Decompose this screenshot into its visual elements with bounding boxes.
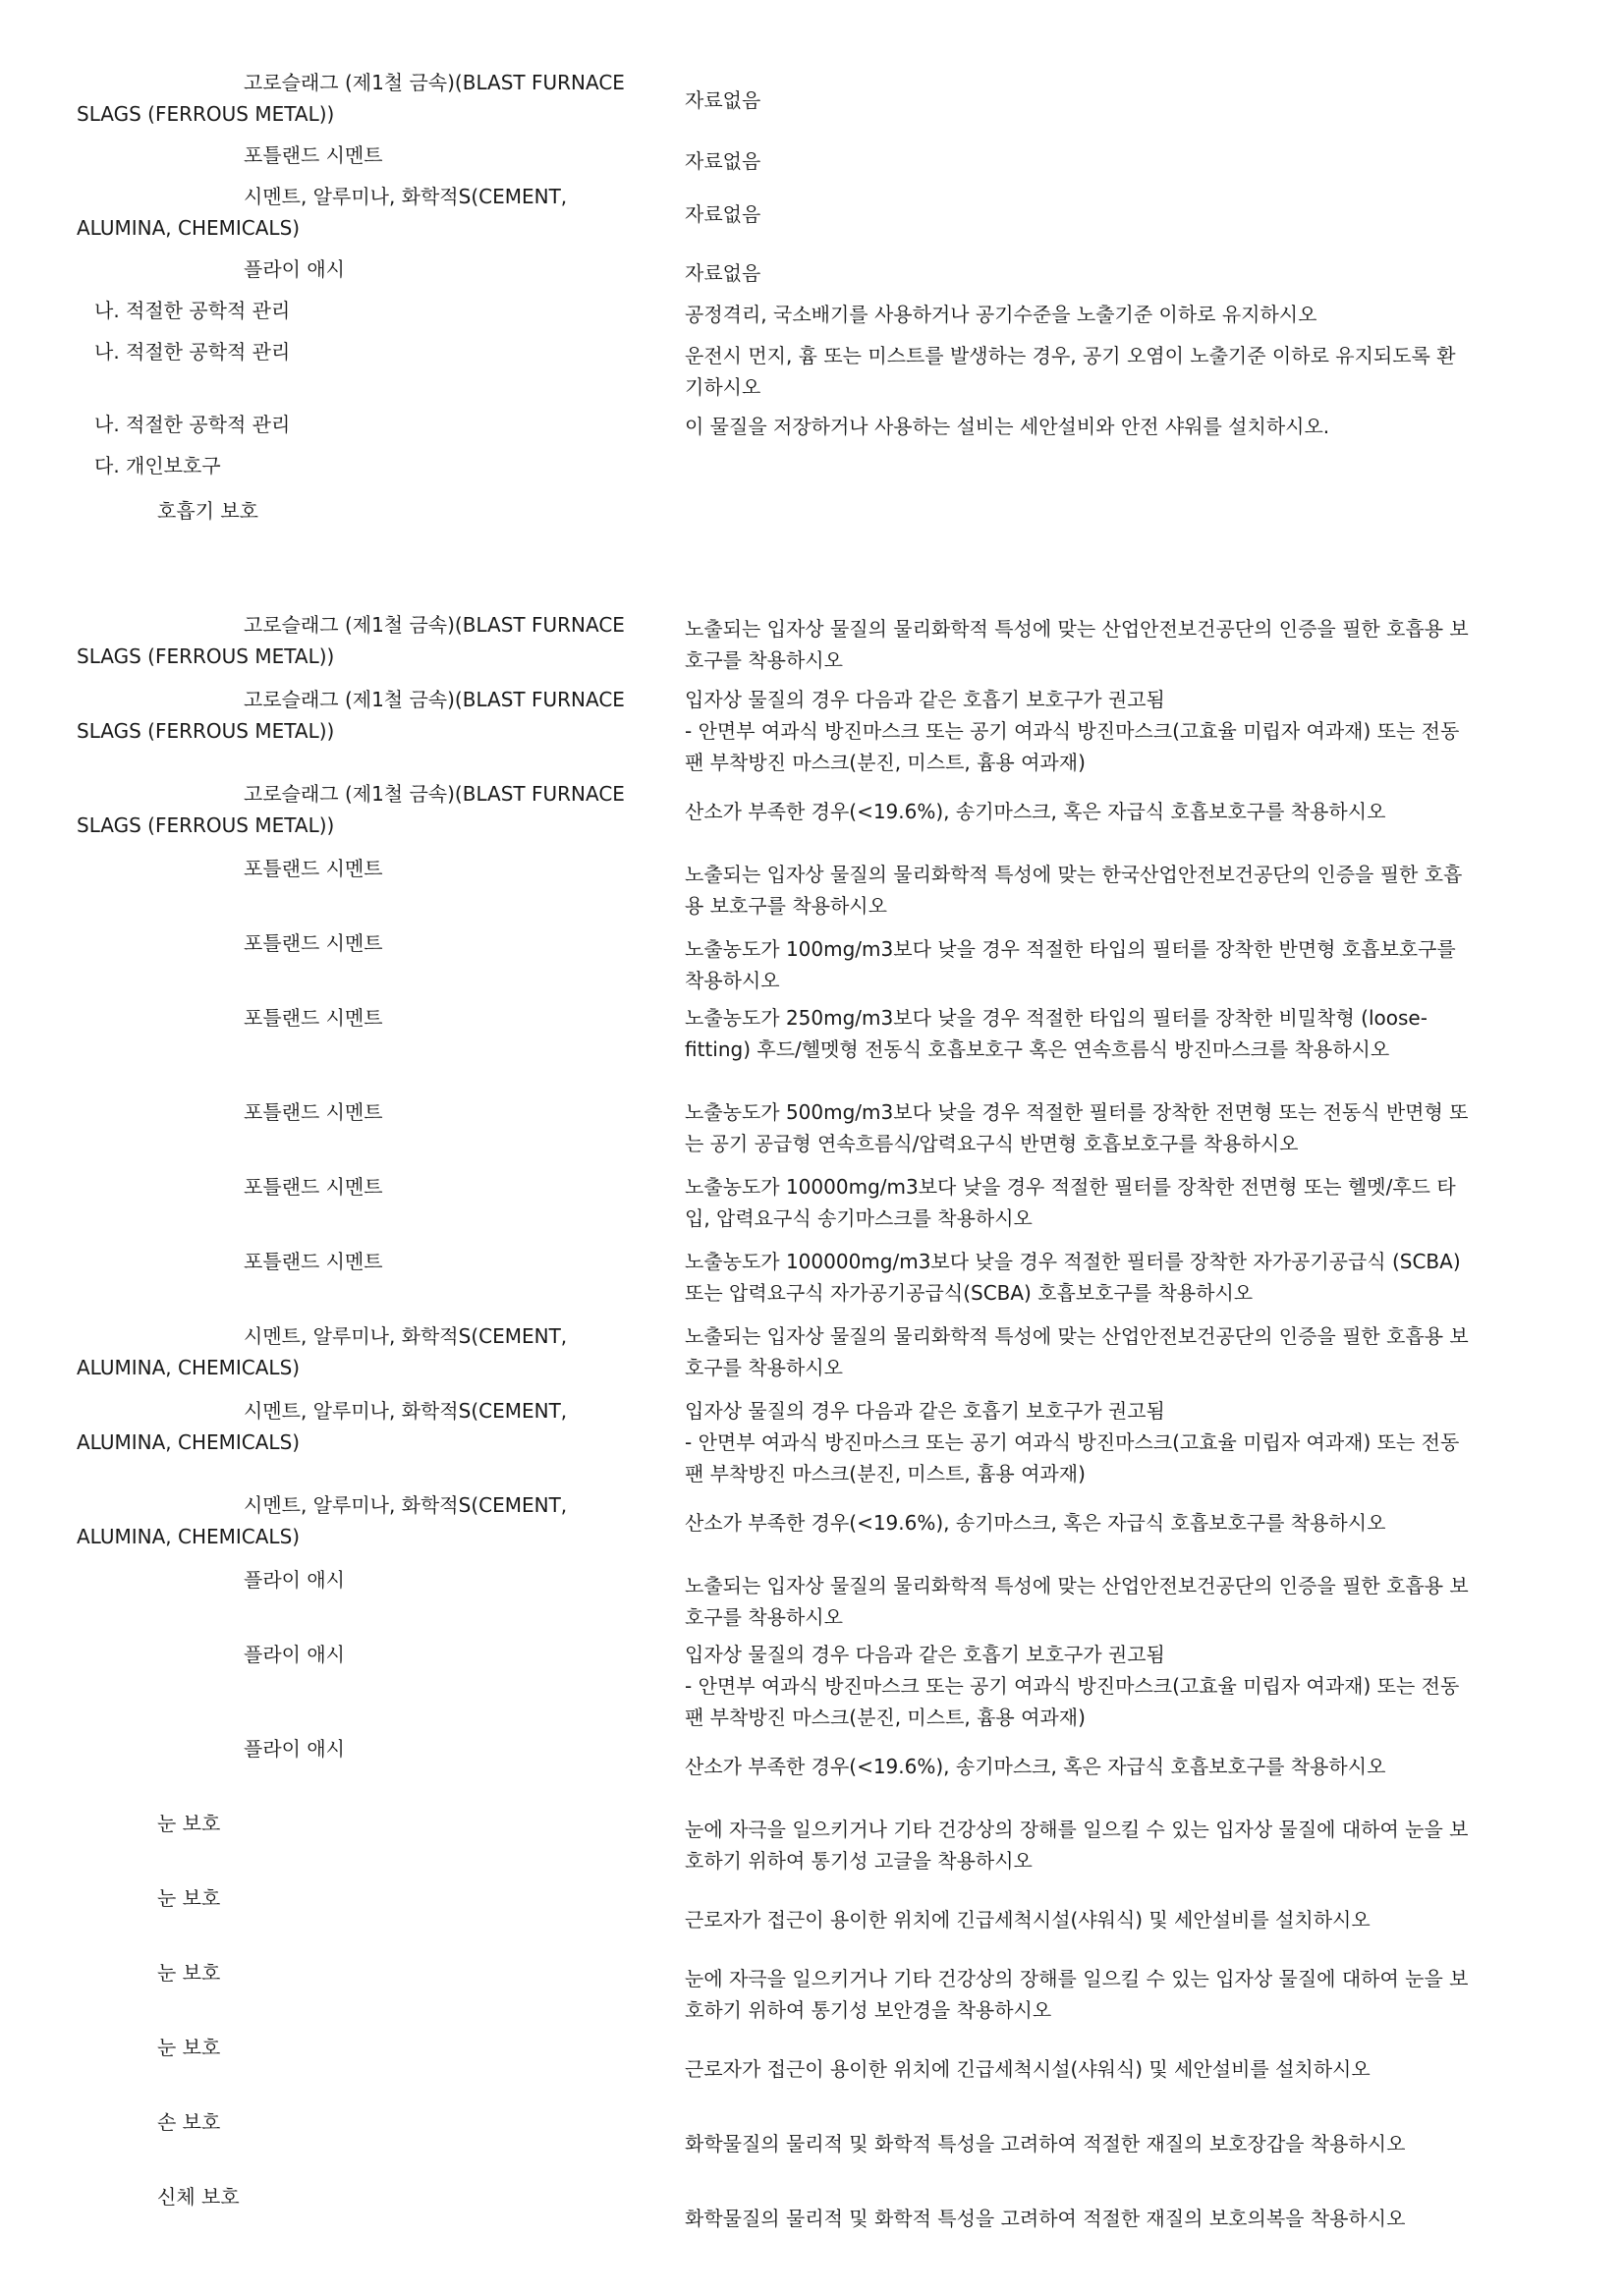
row-label: 고로슬래그 (제1철 금속)(BLAST FURNACE SLAGS (FERROUS METAL)) [77, 688, 625, 743]
row-value: 자료없음 [685, 88, 761, 112]
row-value: 노출되는 입자상 물질의 물리화학적 특성에 맞는 산업안전보건공단의 인증을 필한 호흡용 보호구를 착용하시오 [685, 1324, 1469, 1379]
row-label: 플라이 애시 [244, 1568, 345, 1592]
row-label: 고로슬래그 (제1철 금속)(BLAST FURNACE SLAGS (FERROUS METAL)) [77, 613, 625, 668]
row-label: 포틀랜드 시멘트 [244, 931, 383, 955]
row-value: 노출농도가 10000mg/m3보다 낮을 경우 적절한 필터를 장착한 전면형 또는 헬멧/후드 타입, 압력요구식 송기마스크를 착용하시오 [685, 1175, 1456, 1230]
row-value: 노출농도가 250mg/m3보다 낮을 경우 적절한 타입의 필터를 장착한 비밀착형 (loose-fitting) 후드/헬멧형 전동식 호흡보호구 혹은 연속흐름식 방진마스크를 착용하시오 [685, 1006, 1428, 1061]
row-value: 산소가 부족한 경우(<19.6%), 송기마스크, 혹은 자급식 호흡보호구를 착용하시오 [685, 1755, 1386, 1778]
row-value: 노출농도가 500mg/m3보다 낮을 경우 적절한 필터를 장착한 전면형 또는 전동식 반면형 또는 공기 공급형 연속흐름식/압력요구식 반면형 호흡보호구를 착용하시오 [685, 1100, 1469, 1155]
row-label: 시멘트, 알루미나, 화학적S(CEMENT, ALUMINA, CHEMICALS) [77, 1324, 568, 1379]
row-label: 포틀랜드 시멘트 [244, 1175, 383, 1199]
row-label: 나. 적절한 공학적 관리 [94, 340, 291, 364]
row-label: 시멘트, 알루미나, 화학적S(CEMENT, ALUMINA, CHEMICALS) [77, 185, 568, 240]
row-value: 이 물질을 저장하거나 사용하는 설비는 세안설비와 안전 샤워를 설치하시오. [685, 415, 1330, 438]
row-label: 플라이 애시 [244, 1737, 345, 1761]
row-value: 자료없음 [685, 202, 761, 226]
row-value: 입자상 물질의 경우 다음과 같은 호흡기 보호구가 권고됨 - 안면부 여과식 방진마스크 또는 공기 여과식 방진마스크(고효율 미립자 여과재) 또는 전동팬 부착방진 마스크(분진, 미스트, 흄용 여과재) [685, 1399, 1460, 1485]
row-label: 신체 보호 [157, 2185, 240, 2209]
row-label: 눈 보호 [157, 1961, 221, 1985]
row-value: 눈에 자극을 일으키거나 기타 건강상의 장해를 일으킬 수 있는 입자상 물질에 대하여 눈을 보호하기 위하여 통기성 고글을 착용하시오 [685, 1818, 1469, 1873]
row-value: 근로자가 접근이 용이한 위치에 긴급세척시설(샤워식) 및 세안설비를 설치하시오 [685, 1908, 1371, 1932]
row-label: 눈 보호 [157, 1812, 221, 1835]
row-value: 입자상 물질의 경우 다음과 같은 호흡기 보호구가 권고됨 - 안면부 여과식 방진마스크 또는 공기 여과식 방진마스크(고효율 미립자 여과재) 또는 전동팬 부착방진 마스크(분진, 미스트, 흄용 여과재) [685, 688, 1460, 774]
row-value: 노출되는 입자상 물질의 물리화학적 특성에 맞는 한국산업안전보건공단의 인증을 필한 호흡용 보호구를 착용하시오 [685, 863, 1463, 918]
row-label: 호흡기 보호 [157, 499, 258, 523]
row-value: 공정격리, 국소배기를 사용하거나 공기수준을 노출기준 이하로 유지하시오 [685, 303, 1317, 326]
row-label: 시멘트, 알루미나, 화학적S(CEMENT, ALUMINA, CHEMICALS) [77, 1493, 568, 1548]
row-label: 눈 보호 [157, 2036, 221, 2059]
row-label: 플라이 애시 [244, 257, 345, 281]
row-value: 자료없음 [685, 149, 761, 173]
row-label: 포틀랜드 시멘트 [244, 1100, 383, 1124]
row-label: 포틀랜드 시멘트 [244, 1250, 383, 1273]
row-value: 입자상 물질의 경우 다음과 같은 호흡기 보호구가 권고됨 - 안면부 여과식 방진마스크 또는 공기 여과식 방진마스크(고효율 미립자 여과재) 또는 전동팬 부착방진 마스크(분진, 미스트, 흄용 여과재) [685, 1643, 1460, 1729]
row-value: 산소가 부족한 경우(<19.6%), 송기마스크, 혹은 자급식 호흡보호구를 착용하시오 [685, 800, 1386, 823]
row-value: 노출농도가 100mg/m3보다 낮을 경우 적절한 타입의 필터를 장착한 반면형 호흡보호구를 착용하시오 [685, 937, 1456, 992]
row-label: 고로슬래그 (제1철 금속)(BLAST FURNACE SLAGS (FERROUS METAL)) [77, 71, 625, 126]
row-value: 노출되는 입자상 물질의 물리화학적 특성에 맞는 산업안전보건공단의 인증을 필한 호흡용 보호구를 착용하시오 [685, 617, 1469, 672]
row-value: 노출되는 입자상 물질의 물리화학적 특성에 맞는 산업안전보건공단의 인증을 필한 호흡용 보호구를 착용하시오 [685, 1574, 1469, 1629]
row-value: 산소가 부족한 경우(<19.6%), 송기마스크, 혹은 자급식 호흡보호구를 착용하시오 [685, 1511, 1386, 1535]
row-value: 화학물질의 물리적 및 화학적 특성을 고려하여 적절한 재질의 보호의복을 착용하시오 [685, 2207, 1406, 2230]
row-label: 손 보호 [157, 2110, 221, 2134]
row-label: 눈 보호 [157, 1886, 221, 1910]
row-value: 근로자가 접근이 용이한 위치에 긴급세척시설(샤워식) 및 세안설비를 설치하시오 [685, 2057, 1371, 2081]
row-label: 포틀랜드 시멘트 [244, 143, 383, 167]
row-label: 다. 개인보호구 [94, 454, 221, 477]
row-value: 화학물질의 물리적 및 화학적 특성을 고려하여 적절한 재질의 보호장갑을 착용하시오 [685, 2132, 1406, 2156]
row-value: 운전시 먼지, 흄 또는 미스트를 발생하는 경우, 공기 오염이 노출기준 이하로 유지되도록 환기하시오 [685, 344, 1456, 399]
row-label: 나. 적절한 공학적 관리 [94, 413, 291, 436]
row-label: 시멘트, 알루미나, 화학적S(CEMENT, ALUMINA, CHEMICALS) [77, 1399, 568, 1454]
row-value: 자료없음 [685, 261, 761, 285]
row-label: 포틀랜드 시멘트 [244, 1006, 383, 1030]
row-label: 나. 적절한 공학적 관리 [94, 299, 291, 322]
row-label: 포틀랜드 시멘트 [244, 857, 383, 880]
row-label: 플라이 애시 [244, 1643, 345, 1666]
row-value: 눈에 자극을 일으키거나 기타 건강상의 장해를 일으킬 수 있는 입자상 물질에 대하여 눈을 보호하기 위하여 통기성 보안경을 착용하시오 [685, 1967, 1469, 2022]
row-label: 고로슬래그 (제1철 금속)(BLAST FURNACE SLAGS (FERROUS METAL)) [77, 782, 625, 837]
row-value: 노출농도가 100000mg/m3보다 낮을 경우 적절한 필터를 장착한 자가공기공급식 (SCBA) 또는 압력요구식 자가공기공급식(SCBA) 호흡보호구를 착용하시오 [685, 1250, 1461, 1305]
